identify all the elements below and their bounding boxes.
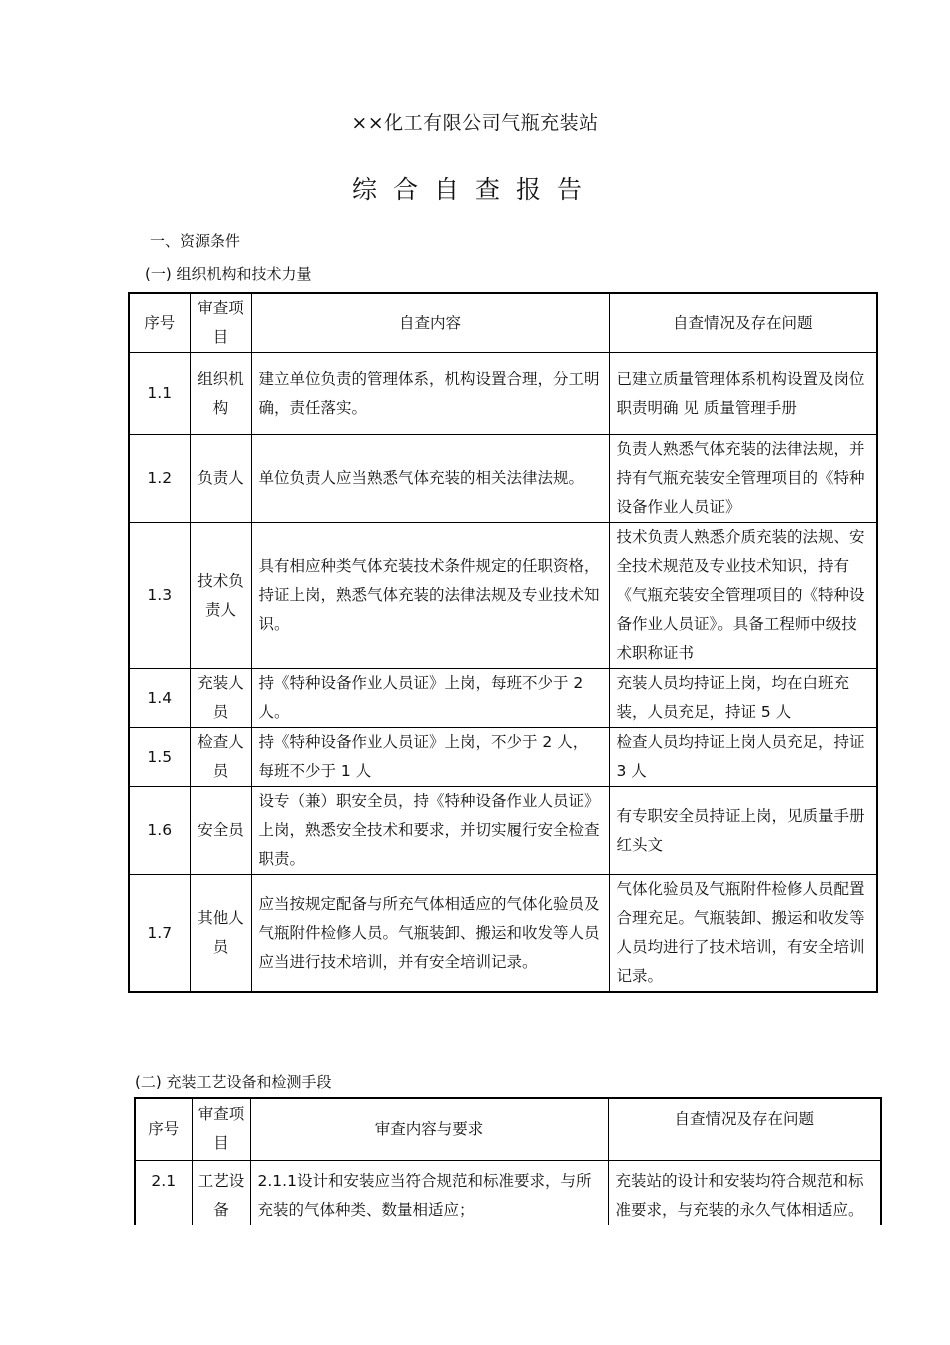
- row-no: 1.1: [129, 353, 190, 435]
- row-content: 2.1.1设计和安装应当符合规范和标准要求，与所充装的气体种类、数量相适应；: [250, 1160, 608, 1225]
- row-item: 技术负责人: [190, 523, 251, 669]
- row-item: 充装人员: [190, 669, 251, 728]
- row-status: 技术负责人熟悉介质充装的法规、安全技术规范及专业技术知识，持有《气瓶充装安全管理项目的《特种设备作业人员证》。具备工程师中级技术职称证书: [609, 523, 877, 669]
- header-status: 自查情况及存在问题: [608, 1098, 881, 1160]
- header-content: 审查内容与要求: [250, 1098, 608, 1160]
- row-item: 组织机构: [190, 353, 251, 435]
- header-content: 自查内容: [251, 293, 609, 353]
- row-item: 负责人: [190, 435, 251, 523]
- row-content: 持《特种设备作业人员证》上岗，不少于 2 人，每班不少于 1 人: [251, 728, 609, 787]
- row-item: 安全员: [190, 787, 251, 875]
- section-heading: 一、资源条件: [150, 232, 241, 250]
- row-no: 1.3: [129, 523, 190, 669]
- row-content: 设专（兼）职安全员，持《特种设备作业人员证》上岗，熟悉安全技术和要求，并切实履行安全检查职责。: [251, 787, 609, 875]
- company-name: ××化工有限公司气瓶充装站: [351, 112, 599, 134]
- row-status: 负责人熟悉气体充装的法律法规，并持有气瓶充装安全管理项目的《特种设备作业人员证》: [609, 435, 877, 523]
- header-no: 序号: [129, 293, 190, 353]
- row-no: 1.4: [129, 669, 190, 728]
- row-no: 1.7: [129, 875, 190, 993]
- row-no: 1.6: [129, 787, 190, 875]
- table-row: [129, 523, 877, 669]
- row-no: 1.2: [129, 435, 190, 523]
- subsection-heading-2: (二) 充装工艺设备和检测手段: [135, 1073, 332, 1091]
- table-header-row: [135, 1098, 881, 1160]
- row-item: 其他人员: [190, 875, 251, 993]
- row-status: 检查人员均持证上岗人员充足，持证 3 人: [609, 728, 877, 787]
- table-row: [135, 1160, 881, 1225]
- row-item: 检查人员: [190, 728, 251, 787]
- row-item: 工艺设备: [192, 1160, 250, 1225]
- row-content: 持《特种设备作业人员证》上岗，每班不少于 2 人。: [251, 669, 609, 728]
- row-no: 2.1: [135, 1160, 192, 1225]
- table-row: [129, 728, 877, 787]
- row-status: 充装站的设计和安装均符合规范和标准要求，与充装的永久气体相适应。: [608, 1160, 881, 1225]
- table-row: [129, 435, 877, 523]
- table-row: [129, 669, 877, 728]
- row-content: 建立单位负责的管理体系，机构设置合理，分工明确，责任落实。: [251, 353, 609, 435]
- header-status: 自查情况及存在问题: [609, 293, 877, 353]
- row-status: 气体化验员及气瓶附件检修人员配置合理充足。气瓶装卸、搬运和收发等人员均进行了技术培训，有安全培训记录。: [609, 875, 877, 993]
- process-equipment-table: [134, 1097, 882, 1225]
- row-status: 已建立质量管理体系机构设置及岗位职责明确 见 质量管理手册: [609, 353, 877, 435]
- row-content: 单位负责人应当熟悉气体充装的相关法律法规。: [251, 435, 609, 523]
- header-item: 审查项目: [190, 293, 251, 353]
- report-title: 综合自查报告: [351, 175, 598, 204]
- row-content: 应当按规定配备与所充气体相适应的气体化验员及气瓶附件检修人员。气瓶装卸、搬运和收发等人员应当进行技术培训，并有安全培训记录。: [251, 875, 609, 993]
- row-status: 有专职安全员持证上岗，见质量手册红头文: [609, 787, 877, 875]
- org-tech-table: [128, 292, 878, 993]
- row-content: 具有相应种类气体充装技术条件规定的任职资格，持证上岗，熟悉气体充装的法律法规及专业技术知识。: [251, 523, 609, 669]
- table-row: [129, 353, 877, 435]
- table-row: [129, 875, 877, 993]
- table-header-row: [129, 293, 877, 353]
- table-row: [129, 787, 877, 875]
- subsection-heading-1: (一) 组织机构和技术力量: [145, 265, 312, 283]
- header-item: 审查项目: [192, 1098, 250, 1160]
- row-status: 充装人员均持证上岗，均在白班充装，人员充足，持证 5 人: [609, 669, 877, 728]
- row-no: 1.5: [129, 728, 190, 787]
- header-no: 序号: [135, 1098, 192, 1160]
